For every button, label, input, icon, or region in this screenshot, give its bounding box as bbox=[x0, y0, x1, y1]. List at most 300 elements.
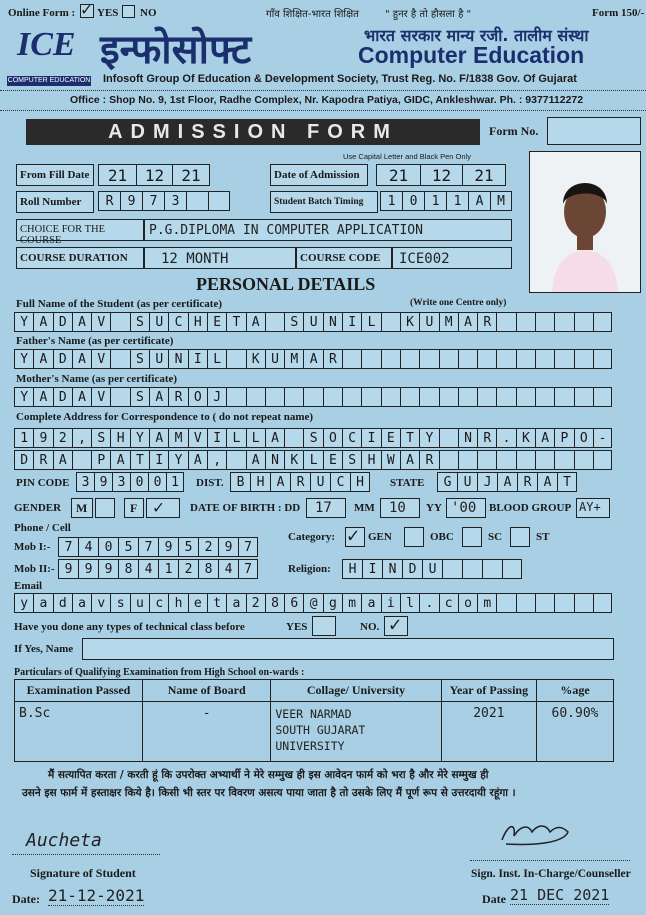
char-cell[interactable]: 5 bbox=[178, 537, 198, 557]
char-cell[interactable] bbox=[419, 387, 438, 407]
char-cell[interactable]: g bbox=[323, 593, 342, 613]
char-cell[interactable]: N bbox=[458, 428, 477, 448]
char-cell[interactable]: A bbox=[468, 191, 490, 211]
char-cell[interactable] bbox=[458, 349, 477, 369]
char-cell[interactable] bbox=[208, 191, 230, 211]
char-cell[interactable]: E bbox=[381, 428, 400, 448]
char-cell[interactable] bbox=[482, 559, 502, 579]
char-cell[interactable]: L bbox=[303, 450, 322, 470]
char-cell[interactable]: e bbox=[188, 593, 207, 613]
tech-yes-checkbox[interactable] bbox=[312, 616, 336, 636]
char-cell[interactable]: M bbox=[284, 349, 303, 369]
char-cell[interactable]: U bbox=[457, 472, 477, 492]
category-sc-checkbox[interactable] bbox=[462, 527, 482, 547]
category-obc-checkbox[interactable] bbox=[404, 527, 424, 547]
char-cell[interactable]: K bbox=[516, 428, 535, 448]
char-cell[interactable] bbox=[593, 312, 612, 332]
char-cell[interactable]: E bbox=[207, 312, 226, 332]
char-cell[interactable]: V bbox=[91, 387, 110, 407]
batch-timing-field[interactable] bbox=[380, 191, 512, 211]
char-cell[interactable]: 9 bbox=[78, 559, 98, 579]
char-cell[interactable] bbox=[246, 387, 265, 407]
char-cell[interactable] bbox=[381, 349, 400, 369]
char-cell[interactable]: I bbox=[361, 428, 380, 448]
char-cell[interactable]: 1 bbox=[446, 191, 468, 211]
char-cell[interactable]: A bbox=[265, 428, 284, 448]
char-cell[interactable] bbox=[477, 349, 496, 369]
char-cell[interactable] bbox=[554, 387, 573, 407]
if-yes-name-label: If Yes, Name bbox=[14, 643, 74, 655]
char-cell[interactable]: Y bbox=[130, 428, 149, 448]
char-cell[interactable]: H bbox=[188, 312, 207, 332]
dob-mm-label: MM bbox=[354, 502, 375, 514]
char-cell[interactable]: A bbox=[149, 387, 168, 407]
exam-cell-year[interactable]: 2021 bbox=[441, 702, 536, 762]
declaration-line-2: उसने इस फार्म में हस्ताक्षर किये है। किसी भी स्तर पर विवरण असत्य पाया जाता है तो उसके लिए मैं पूर्ण रूप से उत्तरदायी रहूंगा । bbox=[22, 787, 516, 799]
char-cell[interactable]: U bbox=[149, 349, 168, 369]
char-cell[interactable]: E bbox=[323, 450, 342, 470]
dob-dd-field[interactable]: 17 bbox=[306, 498, 346, 518]
char-cell[interactable]: 4 bbox=[138, 559, 158, 579]
date-of-admission-field[interactable]: 21 12 21 bbox=[376, 164, 506, 186]
char-cell[interactable]: 3 bbox=[76, 472, 94, 492]
char-cell[interactable] bbox=[496, 312, 515, 332]
char-cell[interactable]: H bbox=[110, 428, 129, 448]
mob2-field[interactable] bbox=[58, 559, 258, 579]
char-cell[interactable] bbox=[593, 387, 612, 407]
char-cell[interactable]: N bbox=[382, 559, 402, 579]
char-cell[interactable]: @ bbox=[303, 593, 322, 613]
char-cell[interactable]: A bbox=[497, 472, 517, 492]
char-cell[interactable]: a bbox=[72, 593, 91, 613]
char-cell[interactable] bbox=[462, 559, 482, 579]
char-cell[interactable]: s bbox=[110, 593, 129, 613]
char-cell[interactable]: Y bbox=[168, 450, 187, 470]
char-cell[interactable]: H bbox=[361, 450, 380, 470]
char-cell[interactable] bbox=[516, 593, 535, 613]
course-code-field[interactable]: ICE002 bbox=[392, 247, 512, 269]
char-cell[interactable]: 0 bbox=[148, 472, 166, 492]
char-cell[interactable]: i bbox=[381, 593, 400, 613]
char-cell[interactable]: V bbox=[91, 349, 110, 369]
char-cell[interactable] bbox=[284, 387, 303, 407]
char-cell[interactable]: 2 bbox=[198, 537, 218, 557]
char-cell[interactable]: U bbox=[422, 559, 442, 579]
char-cell[interactable] bbox=[439, 428, 458, 448]
address-line-1-field[interactable] bbox=[14, 428, 612, 448]
dist-field[interactable] bbox=[230, 472, 370, 492]
char-cell[interactable]: A bbox=[72, 387, 91, 407]
char-cell[interactable]: R bbox=[517, 472, 537, 492]
char-cell[interactable]: 1 bbox=[166, 472, 184, 492]
exam-cell-percent[interactable]: 60.90% bbox=[537, 702, 614, 762]
char-cell[interactable]: 1 bbox=[14, 428, 33, 448]
char-cell[interactable]: 8 bbox=[265, 593, 284, 613]
char-cell[interactable]: 4 bbox=[78, 537, 98, 557]
char-cell[interactable]: R bbox=[168, 387, 187, 407]
char-cell[interactable]: G bbox=[437, 472, 457, 492]
char-cell[interactable] bbox=[535, 387, 554, 407]
char-cell[interactable]: U bbox=[303, 312, 322, 332]
char-cell[interactable]: N bbox=[265, 450, 284, 470]
char-cell[interactable]: 0 bbox=[402, 191, 424, 211]
char-cell[interactable] bbox=[516, 387, 535, 407]
batch-timing-label-box: Student Batch Timing bbox=[270, 191, 378, 213]
char-cell[interactable] bbox=[226, 349, 245, 369]
char-cell[interactable]: . bbox=[419, 593, 438, 613]
char-cell[interactable]: R bbox=[323, 349, 342, 369]
char-cell[interactable]: U bbox=[419, 312, 438, 332]
char-cell[interactable]: h bbox=[168, 593, 187, 613]
char-cell[interactable]: , bbox=[207, 450, 226, 470]
char-cell[interactable]: H bbox=[250, 472, 270, 492]
char-cell[interactable] bbox=[554, 312, 573, 332]
char-cell[interactable]: 4 bbox=[218, 559, 238, 579]
char-cell[interactable]: L bbox=[361, 312, 380, 332]
char-cell[interactable]: H bbox=[350, 472, 370, 492]
char-cell[interactable]: I bbox=[362, 559, 382, 579]
char-cell[interactable] bbox=[381, 387, 400, 407]
char-cell[interactable]: A bbox=[246, 450, 265, 470]
address-line-2-field[interactable] bbox=[14, 450, 612, 470]
char-cell[interactable]: R bbox=[419, 450, 438, 470]
religion-field[interactable] bbox=[342, 559, 522, 579]
char-cell[interactable]: 9 bbox=[33, 428, 52, 448]
char-cell[interactable]: I bbox=[342, 312, 361, 332]
char-cell[interactable]: O bbox=[323, 428, 342, 448]
char-cell[interactable] bbox=[442, 559, 462, 579]
char-cell[interactable] bbox=[342, 387, 361, 407]
char-cell[interactable]: 2 bbox=[178, 559, 198, 579]
char-cell[interactable] bbox=[400, 349, 419, 369]
char-cell[interactable] bbox=[110, 312, 129, 332]
char-cell[interactable] bbox=[496, 450, 515, 470]
char-cell[interactable]: m bbox=[477, 593, 496, 613]
char-cell[interactable]: A bbox=[110, 450, 129, 470]
form-fill-date-field[interactable]: 21 12 21 bbox=[98, 164, 210, 186]
char-cell[interactable]: R bbox=[477, 428, 496, 448]
char-cell[interactable]: A bbox=[400, 450, 419, 470]
char-cell[interactable]: A bbox=[188, 450, 207, 470]
char-cell[interactable]: C bbox=[330, 472, 350, 492]
char-cell[interactable]: v bbox=[91, 593, 110, 613]
pin-code-field[interactable] bbox=[76, 472, 184, 492]
gender-m-checkbox[interactable]: M bbox=[71, 498, 93, 518]
char-cell[interactable]: 2 bbox=[53, 428, 72, 448]
category-gen-checkbox[interactable]: ✓ bbox=[345, 527, 365, 547]
mother-name-field[interactable] bbox=[14, 387, 612, 407]
char-cell[interactable]: T bbox=[130, 450, 149, 470]
char-cell[interactable] bbox=[593, 450, 612, 470]
char-cell[interactable] bbox=[574, 450, 593, 470]
char-cell[interactable] bbox=[110, 349, 129, 369]
char-cell[interactable] bbox=[574, 312, 593, 332]
char-cell[interactable] bbox=[361, 349, 380, 369]
char-cell[interactable]: A bbox=[246, 312, 265, 332]
char-cell[interactable]: d bbox=[53, 593, 72, 613]
char-cell[interactable]: a bbox=[361, 593, 380, 613]
char-cell[interactable]: 2 bbox=[246, 593, 265, 613]
char-cell[interactable]: 1 bbox=[158, 559, 178, 579]
char-cell[interactable] bbox=[342, 349, 361, 369]
char-cell[interactable]: I bbox=[188, 349, 207, 369]
char-cell[interactable] bbox=[226, 387, 245, 407]
char-cell[interactable] bbox=[323, 387, 342, 407]
char-cell[interactable]: H bbox=[342, 559, 362, 579]
char-cell[interactable]: S bbox=[130, 387, 149, 407]
char-cell[interactable]: S bbox=[130, 349, 149, 369]
char-cell[interactable]: o bbox=[458, 593, 477, 613]
char-cell[interactable]: A bbox=[72, 312, 91, 332]
char-cell[interactable]: U bbox=[310, 472, 330, 492]
char-cell[interactable]: T bbox=[226, 312, 245, 332]
char-cell[interactable]: 7 bbox=[142, 191, 164, 211]
char-cell[interactable]: 0 bbox=[130, 472, 148, 492]
char-cell[interactable]: A bbox=[72, 349, 91, 369]
char-cell[interactable]: y bbox=[14, 593, 33, 613]
char-cell[interactable]: I bbox=[149, 450, 168, 470]
char-cell[interactable]: A bbox=[270, 472, 290, 492]
gender-f-checkbox[interactable]: F bbox=[124, 498, 144, 518]
student-date-label: Date: bbox=[12, 892, 40, 906]
dob-yy-field[interactable]: '00 bbox=[446, 498, 486, 518]
char-cell[interactable]: R bbox=[477, 312, 496, 332]
state-field[interactable] bbox=[437, 472, 577, 492]
char-cell[interactable]: 7 bbox=[58, 537, 78, 557]
char-cell[interactable]: C bbox=[342, 428, 361, 448]
email-field[interactable] bbox=[14, 593, 612, 613]
char-cell[interactable]: a bbox=[33, 593, 52, 613]
char-cell[interactable]: K bbox=[400, 312, 419, 332]
char-cell[interactable]: , bbox=[72, 428, 91, 448]
char-cell[interactable]: B bbox=[230, 472, 250, 492]
char-cell[interactable]: t bbox=[207, 593, 226, 613]
char-cell[interactable]: a bbox=[226, 593, 245, 613]
exam-header-year: Year of Passing bbox=[441, 680, 536, 702]
char-cell[interactable] bbox=[265, 312, 284, 332]
char-cell[interactable]: 3 bbox=[112, 472, 130, 492]
char-cell[interactable]: A bbox=[537, 472, 557, 492]
char-cell[interactable]: J bbox=[477, 472, 497, 492]
char-cell[interactable]: L bbox=[207, 349, 226, 369]
char-cell[interactable] bbox=[72, 450, 91, 470]
char-cell[interactable]: I bbox=[207, 428, 226, 448]
logo-text: ICE bbox=[17, 26, 76, 63]
char-cell[interactable] bbox=[516, 349, 535, 369]
char-cell[interactable]: . bbox=[496, 428, 515, 448]
char-cell[interactable] bbox=[458, 450, 477, 470]
char-cell[interactable] bbox=[593, 593, 612, 613]
char-cell[interactable]: W bbox=[381, 450, 400, 470]
char-cell[interactable]: Y bbox=[419, 428, 438, 448]
char-cell[interactable] bbox=[439, 349, 458, 369]
char-cell[interactable] bbox=[496, 593, 515, 613]
char-cell[interactable]: A bbox=[458, 312, 477, 332]
form-no-field[interactable] bbox=[547, 117, 641, 145]
char-cell[interactable] bbox=[516, 450, 535, 470]
char-cell[interactable]: 9 bbox=[120, 191, 142, 211]
char-cell[interactable] bbox=[535, 593, 554, 613]
char-cell[interactable]: D bbox=[53, 349, 72, 369]
char-cell[interactable]: A bbox=[53, 450, 72, 470]
char-cell[interactable] bbox=[186, 191, 208, 211]
address-label: Complete Address for Correspondence to ( do not repeat name) bbox=[16, 411, 314, 423]
char-cell[interactable]: 3 bbox=[164, 191, 186, 211]
char-cell[interactable]: K bbox=[284, 450, 303, 470]
char-cell[interactable]: u bbox=[130, 593, 149, 613]
char-cell[interactable]: 9 bbox=[98, 559, 118, 579]
char-cell[interactable]: 9 bbox=[158, 537, 178, 557]
char-cell[interactable]: 1 bbox=[424, 191, 446, 211]
char-cell[interactable] bbox=[284, 428, 303, 448]
char-cell[interactable]: M bbox=[168, 428, 187, 448]
char-cell[interactable]: V bbox=[91, 312, 110, 332]
char-cell[interactable]: O bbox=[188, 387, 207, 407]
char-cell[interactable]: 7 bbox=[238, 559, 258, 579]
char-cell[interactable]: P bbox=[554, 428, 573, 448]
gender-f-value[interactable]: ✓ bbox=[146, 498, 180, 518]
char-cell[interactable]: Y bbox=[14, 349, 33, 369]
char-cell[interactable]: Y bbox=[14, 387, 33, 407]
course-duration-field[interactable]: 12 MONTH bbox=[144, 247, 296, 269]
char-cell[interactable]: A bbox=[33, 349, 52, 369]
char-cell[interactable] bbox=[439, 387, 458, 407]
char-cell[interactable]: - bbox=[593, 428, 612, 448]
char-cell[interactable] bbox=[593, 349, 612, 369]
char-cell[interactable]: c bbox=[149, 593, 168, 613]
if-yes-name-field[interactable] bbox=[82, 638, 614, 660]
student-date-value: 21-12-2021 bbox=[48, 886, 145, 905]
char-cell[interactable] bbox=[265, 387, 284, 407]
char-cell[interactable]: D bbox=[53, 387, 72, 407]
char-cell[interactable]: R bbox=[98, 191, 120, 211]
char-cell[interactable] bbox=[361, 387, 380, 407]
exam-cell-university[interactable]: VEER NARMAD SOUTH GUJARAT UNIVERSITY bbox=[271, 702, 441, 762]
char-cell[interactable]: U bbox=[149, 312, 168, 332]
roll-number-field[interactable] bbox=[98, 191, 230, 211]
char-cell[interactable]: J bbox=[207, 387, 226, 407]
char-cell[interactable]: Y bbox=[14, 312, 33, 332]
char-cell[interactable]: A bbox=[535, 428, 554, 448]
tagline-1: गाँव शिक्षित-भारत शिक्षित bbox=[266, 9, 359, 20]
char-cell[interactable]: 7 bbox=[238, 537, 258, 557]
char-cell[interactable] bbox=[496, 349, 515, 369]
char-cell[interactable]: A bbox=[33, 387, 52, 407]
char-cell[interactable] bbox=[458, 387, 477, 407]
char-cell[interactable]: 0 bbox=[98, 537, 118, 557]
char-cell[interactable]: K bbox=[246, 349, 265, 369]
char-cell[interactable]: C bbox=[168, 312, 187, 332]
char-cell[interactable] bbox=[535, 312, 554, 332]
char-cell[interactable] bbox=[477, 387, 496, 407]
tech-no-checkbox[interactable]: ✓ bbox=[384, 616, 408, 636]
char-cell[interactable] bbox=[381, 312, 400, 332]
char-cell[interactable]: R bbox=[290, 472, 310, 492]
char-cell[interactable]: S bbox=[284, 312, 303, 332]
gender-m-value[interactable] bbox=[95, 498, 115, 518]
char-cell[interactable]: 8 bbox=[118, 559, 138, 579]
char-cell[interactable]: N bbox=[323, 312, 342, 332]
course-code-label-box: COURSE CODE bbox=[296, 247, 392, 269]
dob-mm-field[interactable]: 10 bbox=[380, 498, 420, 518]
char-cell[interactable] bbox=[554, 593, 573, 613]
char-cell[interactable] bbox=[226, 450, 245, 470]
char-cell[interactable]: S bbox=[130, 312, 149, 332]
char-cell[interactable]: A bbox=[149, 428, 168, 448]
char-cell[interactable]: P bbox=[91, 450, 110, 470]
char-cell[interactable] bbox=[574, 349, 593, 369]
char-cell[interactable]: 5 bbox=[118, 537, 138, 557]
char-cell[interactable] bbox=[554, 450, 573, 470]
char-cell[interactable] bbox=[439, 450, 458, 470]
char-cell[interactable] bbox=[303, 387, 322, 407]
course-choice-field[interactable]: P.G.DIPLOMA IN COMPUTER APPLICATION bbox=[144, 219, 512, 241]
online-no-checkbox[interactable] bbox=[122, 5, 135, 18]
online-yes-checkbox[interactable]: ✓ bbox=[80, 4, 94, 18]
char-cell[interactable] bbox=[477, 450, 496, 470]
char-cell[interactable]: V bbox=[188, 428, 207, 448]
char-cell[interactable]: 9 bbox=[58, 559, 78, 579]
char-cell[interactable]: N bbox=[168, 349, 187, 369]
char-cell[interactable]: U bbox=[265, 349, 284, 369]
char-cell[interactable]: 7 bbox=[138, 537, 158, 557]
char-cell[interactable] bbox=[535, 349, 554, 369]
char-cell[interactable]: R bbox=[33, 450, 52, 470]
char-cell[interactable] bbox=[516, 312, 535, 332]
char-cell[interactable] bbox=[496, 387, 515, 407]
char-cell[interactable] bbox=[419, 349, 438, 369]
char-cell[interactable]: 6 bbox=[284, 593, 303, 613]
mob1-field[interactable] bbox=[58, 537, 258, 557]
char-cell[interactable]: S bbox=[342, 450, 361, 470]
char-cell[interactable] bbox=[502, 559, 522, 579]
char-cell[interactable]: M bbox=[439, 312, 458, 332]
char-cell[interactable]: L bbox=[226, 428, 245, 448]
char-cell[interactable]: D bbox=[53, 312, 72, 332]
char-cell[interactable]: S bbox=[91, 428, 110, 448]
char-cell[interactable] bbox=[400, 387, 419, 407]
char-cell[interactable]: A bbox=[33, 312, 52, 332]
char-cell[interactable]: D bbox=[14, 450, 33, 470]
char-cell[interactable]: L bbox=[246, 428, 265, 448]
char-cell[interactable]: D bbox=[402, 559, 422, 579]
char-cell[interactable] bbox=[110, 387, 129, 407]
char-cell[interactable] bbox=[574, 593, 593, 613]
char-cell[interactable] bbox=[554, 349, 573, 369]
category-st-checkbox[interactable] bbox=[510, 527, 530, 547]
char-cell[interactable]: O bbox=[574, 428, 593, 448]
char-cell[interactable] bbox=[574, 387, 593, 407]
char-cell[interactable]: m bbox=[342, 593, 361, 613]
char-cell[interactable]: c bbox=[439, 593, 458, 613]
exam-cell-exam[interactable]: B.Sc bbox=[15, 702, 143, 762]
char-cell[interactable]: T bbox=[400, 428, 419, 448]
char-cell[interactable]: 9 bbox=[94, 472, 112, 492]
char-cell[interactable]: 8 bbox=[198, 559, 218, 579]
char-cell[interactable]: M bbox=[490, 191, 512, 211]
blood-group-field[interactable]: AY+ bbox=[576, 498, 610, 518]
char-cell[interactable]: 1 bbox=[380, 191, 402, 211]
exam-cell-board[interactable]: - bbox=[143, 702, 271, 762]
full-name-field[interactable] bbox=[14, 312, 612, 332]
char-cell[interactable]: A bbox=[303, 349, 322, 369]
char-cell[interactable] bbox=[535, 450, 554, 470]
char-cell[interactable]: T bbox=[557, 472, 577, 492]
char-cell[interactable]: l bbox=[400, 593, 419, 613]
char-cell[interactable]: 9 bbox=[218, 537, 238, 557]
char-cell[interactable]: S bbox=[303, 428, 322, 448]
father-name-field[interactable] bbox=[14, 349, 612, 369]
